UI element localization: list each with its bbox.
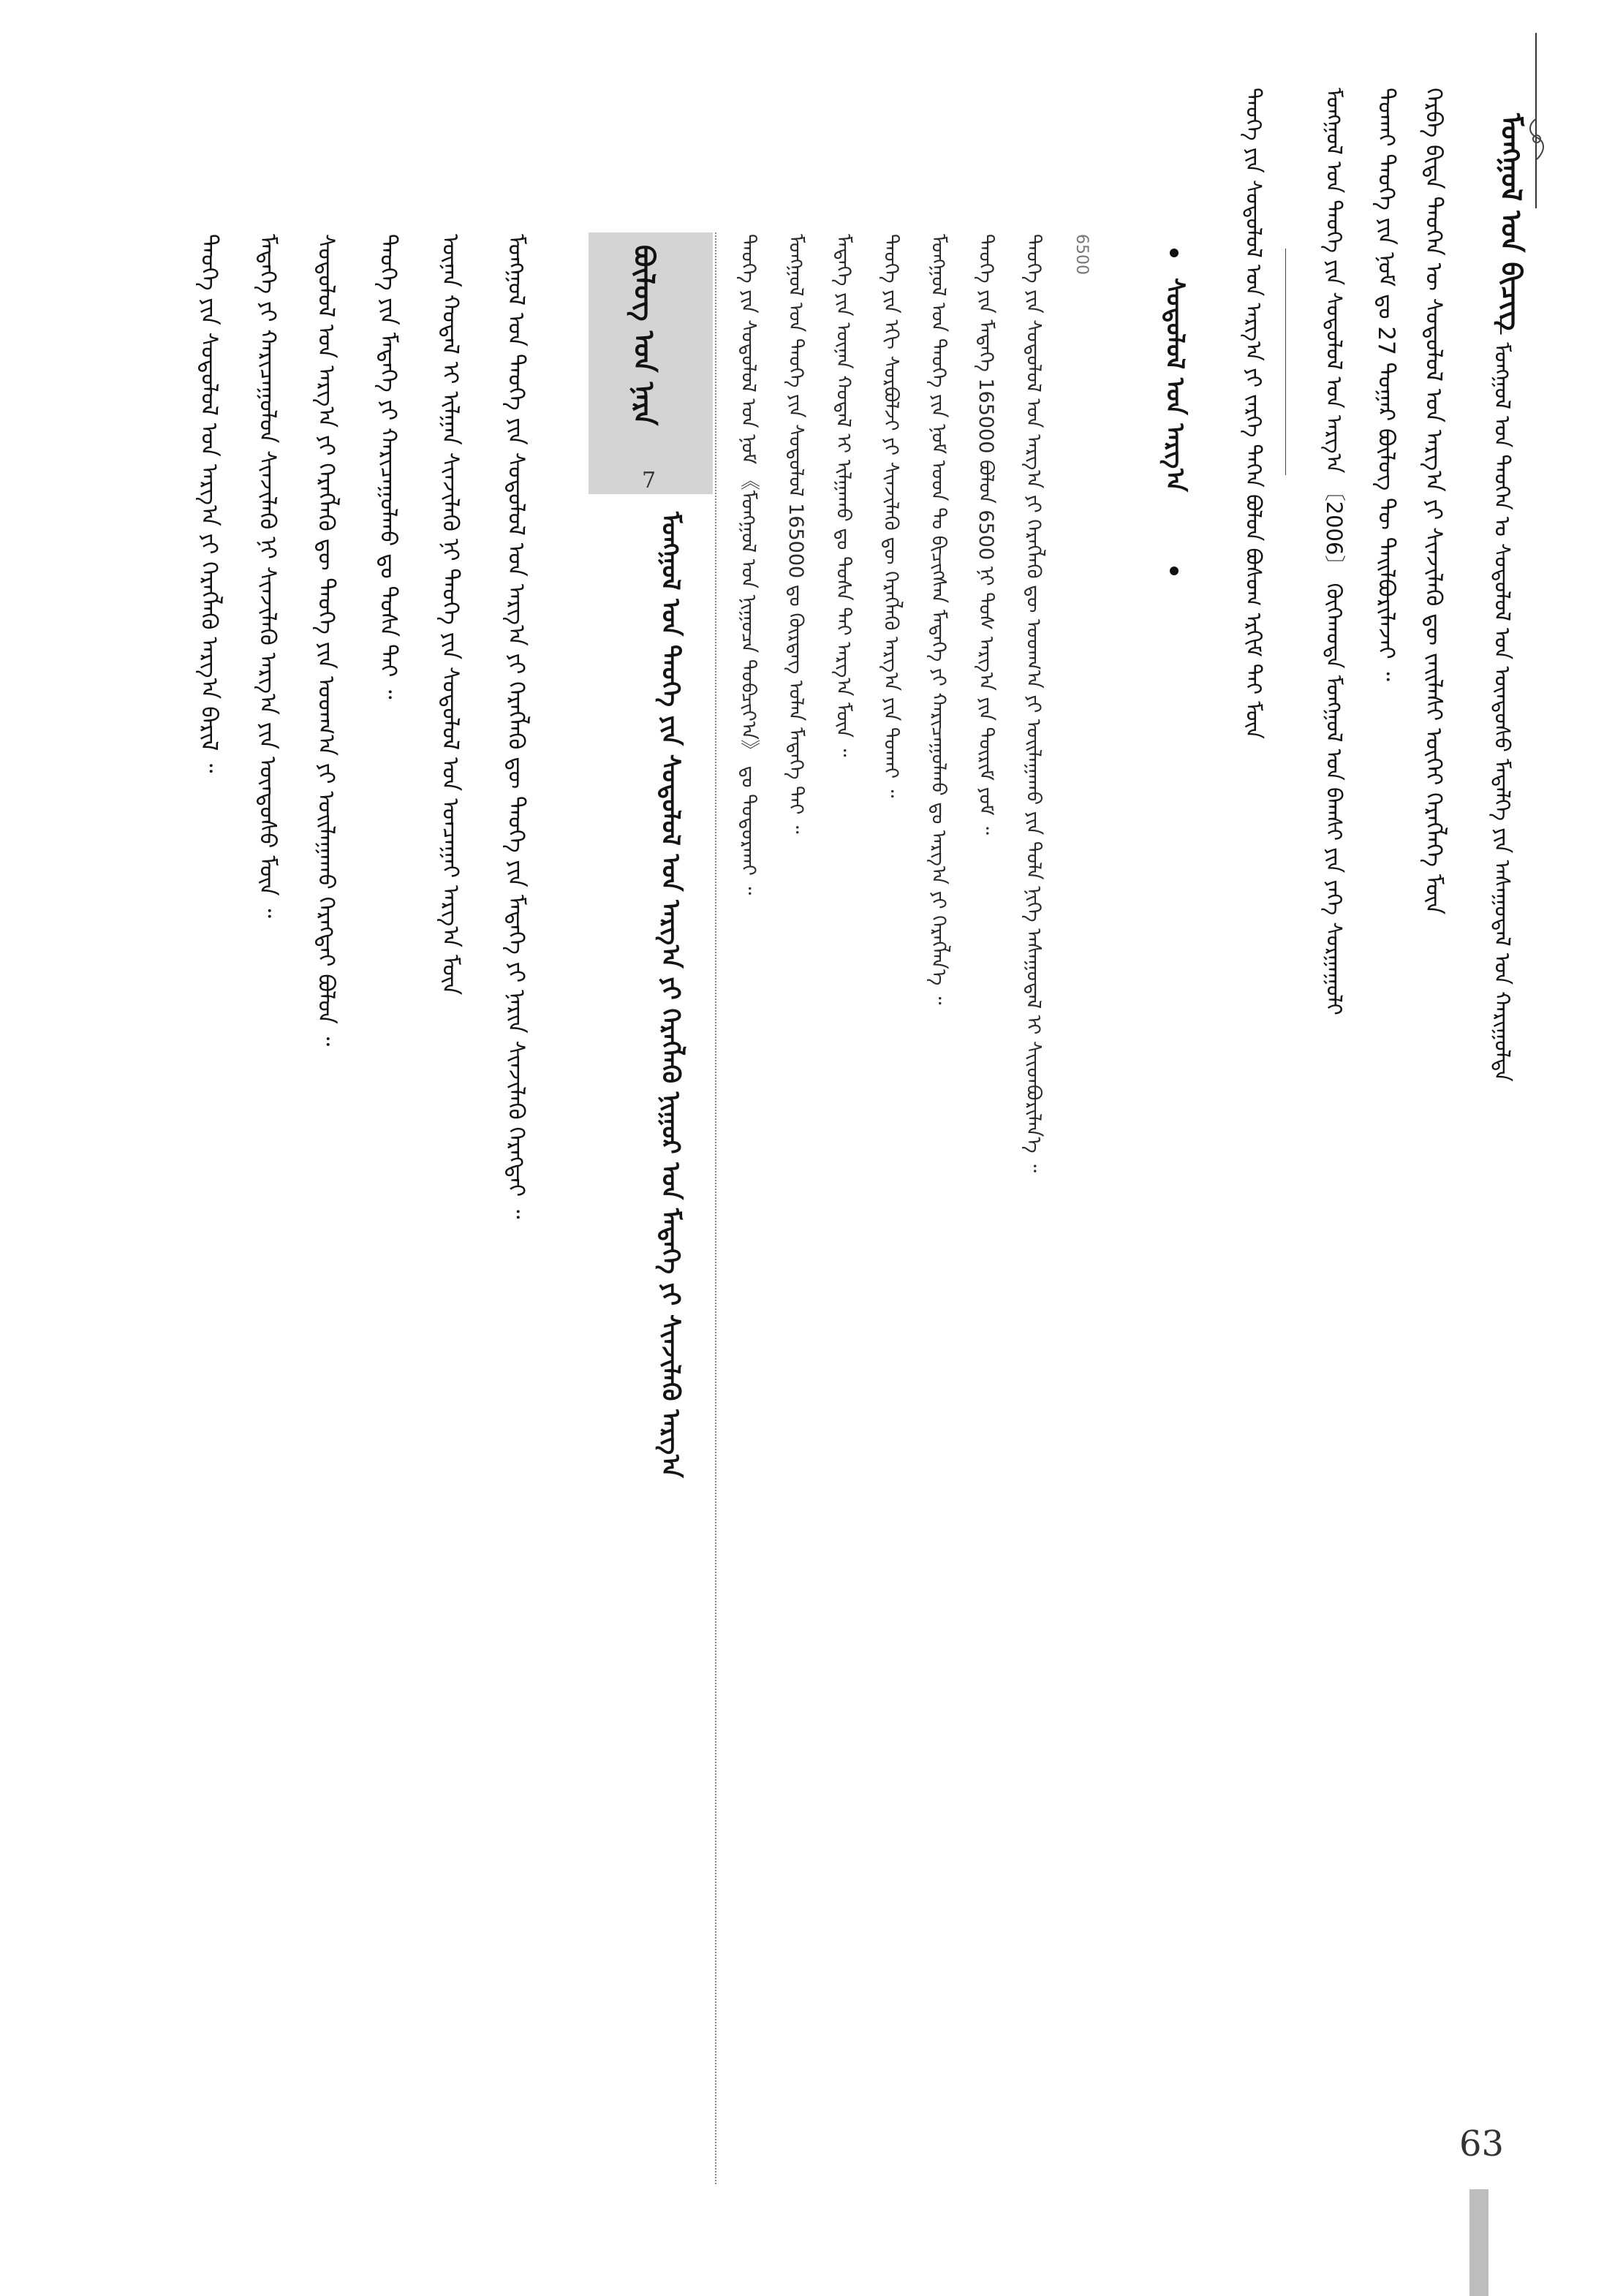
bullet-icon [1170, 567, 1179, 575]
paragraph-line: ᠮᠡᠳᠡᠭᠡ ᠶᠢ ᠬᠠᠷᠢᠴᠠᠭᠤᠯᠤᠨ ᠰᠢᠨᠵᠢᠯᠡᠬᠦ ᠨᠢ ᠰᠢᠨᠵᠢᠯᠡᠬᠦ ᠠᠷᠭ᠎ᠠ ᠶᠢᠨ ᠦᠨᠳᠦᠰᠦ ᠮᠥᠨ ᠃ [254, 234, 281, 918]
paragraph-line: ᠲᠡᠦᠬᠡ ᠶᠢᠨ ᠮᠡᠳᠡᠭᠡ ᠶᠢ ᠬᠠᠷᠢᠴᠠᠭᠤᠯᠬᠤ ᠳᠤ ᠲᠤᠰᠠ ᠲᠠᠢ ᠃ [375, 234, 401, 700]
paragraph-line: ᠬᠡᠷᠪᠡ ᠪᠢᠳᠡ ᠲᠡᠦᠬᠡᠨ ᠦ ᠰᠤᠳᠤᠯᠤᠯ ᠤᠨ ᠠᠷᠭ᠎ᠠ ᠶᠢ ᠰᠢᠨᠵᠢᠯᠡᠬᠦ ᠳᠦ ᠵᠠᠢᠯᠠᠰᠢ ᠦᠭᠡᠢ ᠬᠡᠷᠡᠭᠯᠡᠭᠡ ᠮᠥᠨ [1420, 88, 1447, 915]
section-heading: ᠮᠣᠩᠭᠣᠯ ᠤᠨ ᠲᠡᠦᠬᠡ ᠶᠢᠨ ᠰᠤᠳᠤᠯᠤᠯ ᠤᠨ ᠠᠷᠭ᠎ᠠ ᠶᠢ ᠬᠡᠷᠡᠭᠯᠡᠬᠦ ᠨᠢᠭᠤᠷ ᠤᠨ ᠮᠡᠳᠡᠭᠡ ᠶᠢ ᠰᠢᠨᠵᠢᠯᠡᠬᠦ ᠠᠷᠭ᠎ᠠ [656, 512, 685, 1478]
footnote-rule [1285, 249, 1286, 475]
section-divider [715, 232, 716, 2184]
quote-line: ᠲᠡᠦᠬᠡ ᠶᠢᠨ ᠮᠡᠳᠡᠭᠡ 165000 ᠪᠣᠯᠤᠨ 6500 ᠨᠢ ᠲᠤᠰ ᠠᠷᠭ᠎ᠠ ᠶᠢᠨ ᠳᠦᠷᠢᠮ ᠶᠤᠮ ᠃ [975, 234, 997, 836]
footnote-line: ᠮᠣᠩᠭᠣᠯ ᠤᠨ ᠲᠡᠦᠬᠡ ᠶᠢᠨ ᠰᠤᠳᠤᠯᠤᠯ ᠤᠨ ᠠᠷᠭ᠎ᠠ 〔2006〕 ᠬᠥᠬᠡᠬᠣᠲᠠ ᠮᠣᠩᠭᠣᠯ ᠤᠨ ᠪᠠᠭᠰᠢ ᠶᠢᠨ ᠶᠡᠬᠡ ᠰᠤᠷᠭᠠᠭᠤᠯᠢ [1322, 88, 1347, 1015]
quote-line: ᠮᠣᠩᠭᠣᠯ ᠤᠨ ᠲᠡᠦᠬᠡ ᠶᠢᠨ ᠨᠣᠮ ᠤᠳ ᠲᠤ ᠪᠢᠴᠢᠭᠰᠡᠨ ᠮᠡᠳᠡᠭᠡ ᠶᠢ ᠬᠠᠷᠢᠴᠠᠭᠤᠯᠬᠤ ᠳᠤ ᠠᠷᠭ᠎ᠠ ᠶᠢ ᠬᠡᠷᠡᠭᠯᠡᠨ᠎ᠡ ᠃ [927, 234, 950, 1005]
paragraph-line: ᠲᠤᠬᠠᠢ ᠲᠡᠦᠬᠡ ᠶᠢᠨ ᠨᠣᠮ ᠳᠤ 27 ᠳᠤᠭᠠᠷ ᠪᠦᠯᠦᠭ ᠲᠦ ᠲᠠᠢᠯᠪᠤᠷᠢᠯᠠᠵᠠᠢ ᠃ [1373, 88, 1399, 681]
bullet-icon [1170, 249, 1179, 257]
footnote-line: ᠲᠡᠦᠬᠡ ᠶᠢᠨ ᠰᠤᠳᠤᠯᠤᠯ ᠤᠨ ᠠᠷᠭ᠎ᠠ ᠶᠢ ᠵᠡᠷᠭᠡ ᠲᠡᠭᠡᠨ ᠪᠣᠯᠤᠨ ᠪᠣᠰᠤᠭ ᠡᠷᠬᠢᠮ ᠲᠠᠢ ᠮᠥᠨ [1241, 88, 1266, 740]
quote-line: ᠲᠡᠦᠬᠡ ᠶᠢᠨ ᠰᠤᠳᠤᠯᠤᠯ ᠤᠨ ᠨᠣᠮ 《ᠮᠣᠩᠭᠣᠯ ᠤᠨ ᠨᠢᠭᠤᠴᠠ ᠲᠣᠪᠴᠢᠶ᠎ᠠ》 ᠳᠤ ᠲᠣᠳᠣᠷᠬᠠᠢ ᠃ [737, 234, 760, 895]
running-head-subtitle: — ᠮᠣᠩᠭᠣᠯ ᠤᠨ ᠲᠡᠦᠬᠡᠨ ᠤ ᠰᠤᠳᠤᠯᠤᠯ ᠤᠨ ᠦᠨᠳᠦᠰᠦ ᠮᠡᠳᠡᠯᠭᠡ ᠶᠢᠨ ᠠᠰᠠᠭᠤᠳᠠᠯ ᠤᠨ ᠬᠠᠷᠢᠭᠤᠯᠲᠠ [1490, 314, 1515, 1082]
quote-line: ᠮᠡᠳᠡᠭᠡ ᠶᠢᠨ ᠦᠨᠡᠨ ᠬᠣᠳᠠᠯ ᠢ ᠢᠯᠭᠠᠬᠤ ᠳᠤ ᠲᠤᠰᠠ ᠲᠠᠢ ᠠᠷᠭ᠎ᠠ ᠮᠥᠨ ᠃ [832, 234, 855, 757]
bullet-heading: ᠰᠤᠳᠤᠯᠤᠯ ᠤᠨ ᠠᠷᠭ᠎ᠠ [1160, 278, 1189, 492]
section-label: ᠪᠦᠯᠦᠭ ᠤᠨ ᠨᠡᠷᠡ [628, 245, 661, 426]
page-number: 63 [1459, 2123, 1505, 2164]
running-head-title: ᠮᠣᠩᠭᠣᠯ ᠤᠨ ᠪᠢᠴᠢᠭ [1495, 113, 1527, 331]
quote-line: ᠲᠡᠦᠬᠡ ᠶᠢᠨ ᠰᠤᠳᠤᠯᠤᠯ ᠤᠨ ᠠᠷᠭ᠎ᠠ ᠶᠢ ᠬᠡᠷᠡᠭᠯᠡᠬᠦ ᠳᠦ ᠤᠳᠬ᠎ᠠ ᠶᠢ ᠣᠢᠯᠠᠭᠠᠬᠤ ᠶᠢᠨ ᠲᠤᠯᠠ ᠨᠢᠭᠡ ᠠᠰᠠᠭᠤᠳᠠᠯ ᠢ ᠰᠢᠢᠳᠪᠦᠷᠢᠯᠡᠨ᠎ᠡ ᠃ [1022, 234, 1045, 1172]
paragraph-line: ᠮᠣᠩᠭᠣᠯ ᠤᠨ ᠲᠡᠦᠬᠡ ᠶᠢᠨ ᠰᠤᠳᠤᠯᠤᠯ ᠤᠨ ᠠᠷᠭ᠎ᠠ ᠶᠢ ᠬᠡᠷᠡᠭᠯᠡᠬᠦ ᠳᠦ ᠲᠡᠦᠬᠡ ᠶᠢᠨ ᠮᠡᠳᠡᠭᠡ ᠶᠢ ᠨᠠᠷᠢᠨ ᠰᠢᠨᠵᠢᠯᠡᠬᠦ ᠬᠡᠷᠡᠭᠲᠡᠢ ᠃ [503, 234, 529, 1219]
quote-line: ᠮᠣᠩᠭᠣᠯ ᠤᠨ ᠲᠡᠦᠬᠡ ᠶᠢᠨ ᠰᠤᠳᠤᠯᠤᠯ 165000 ᠳᠤ ᠬᠦᠷᠳᠡᠭ ᠣᠯᠠᠨ ᠮᠡᠳᠡᠭᠡ ᠲᠡᠢ ᠃ [784, 234, 807, 834]
paragraph-line: ᠰᠤᠳᠤᠯᠤᠯ ᠤᠨ ᠠᠷᠭ᠎ᠠ ᠶᠢ ᠬᠡᠷᠡᠭᠯᠡᠬᠦ ᠳᠦ ᠲᠡᠦᠬᠡ ᠶᠢᠨ ᠤᠳᠬ᠎ᠠ ᠶᠢ ᠣᠢᠯᠠᠭᠠᠬᠤ ᠬᠡᠷᠡᠭᠲᠡᠢ ᠪᠣᠯᠤᠨ ᠃ [313, 234, 339, 1047]
quote-marker: 6500 [1072, 234, 1091, 275]
section-number: 7 [642, 468, 657, 493]
quote-line: ᠲᠡᠦᠬᠡ ᠶᠢᠨ ᠡᠬᠢ ᠰᠤᠷᠪᠤᠯᠵᠢ ᠶᠢ ᠰᠢᠨᠵᠢᠯᠡᠬᠦ ᠳᠦ ᠬᠡᠷᠡᠭᠯᠡᠬᠦ ᠠᠷᠭ᠎ᠠ ᠶᠢᠨ ᠲᠤᠬᠠᠢ ᠃ [879, 234, 902, 798]
paragraph-line: ᠲᠡᠦᠬᠡ ᠶᠢᠨ ᠰᠤᠳᠤᠯᠤᠯ ᠤᠨ ᠠᠷᠭ᠎ᠠ ᠶᠢ ᠬᠡᠷᠡᠭᠯᠡᠬᠦ ᠠᠷᠭ᠎ᠠ ᠪᠠᠷᠢᠯ ᠃ [196, 234, 222, 773]
paragraph-line: ᠦᠨᠡᠨ ᠬᠣᠳᠠᠯ ᠢ ᠢᠯᠭᠠᠨ ᠰᠢᠨᠵᠢᠯᠡᠬᠦ ᠨᠢ ᠲᠡᠦᠬᠡ ᠶᠢᠨ ᠰᠤᠳᠤᠯᠤᠯ ᠤᠨ ᠤᠨᠴᠠᠭᠠᠢ ᠠᠷᠭ᠎ᠠ ᠮᠥᠨ [437, 234, 464, 996]
page-edge-tab [1469, 2189, 1488, 2296]
